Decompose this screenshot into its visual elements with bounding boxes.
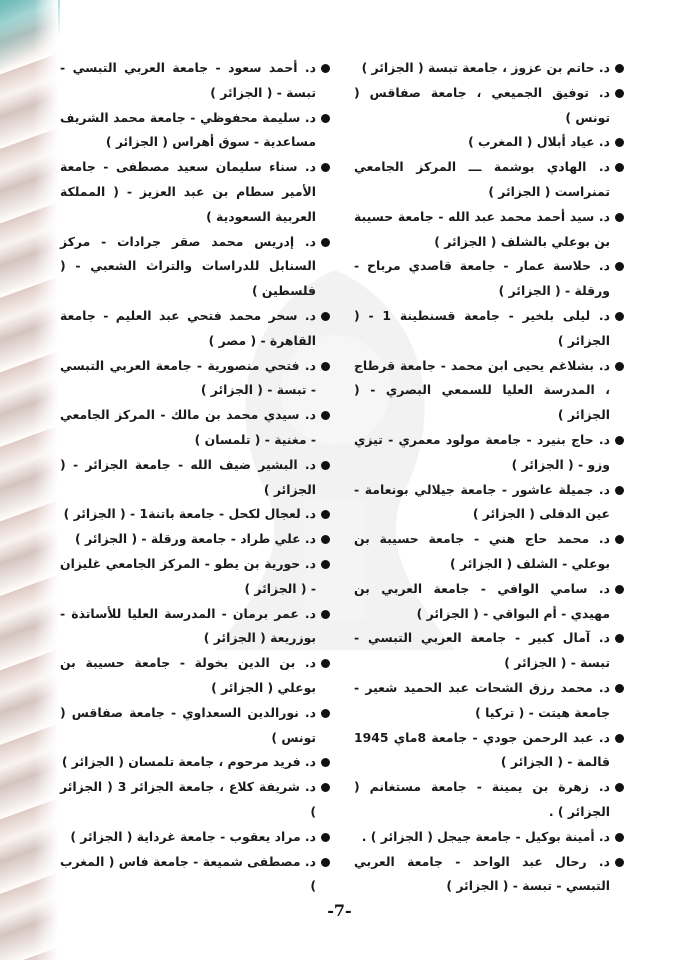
bullet-icon <box>321 783 330 792</box>
list-item <box>60 453 330 503</box>
list-item <box>354 825 624 850</box>
list-item <box>354 56 624 81</box>
entry-text: د. حورية بن يطو - المركز الجامعي غليزان - ( الجزائر ) <box>60 555 316 596</box>
list-item <box>60 106 330 156</box>
entry-text: د. فتحي منصورية - جامعة العربي التبسي - تبسة - ( الجزائر ) <box>60 357 316 398</box>
bullet-icon <box>615 163 624 172</box>
list-item <box>60 701 330 751</box>
list-item <box>60 850 330 900</box>
right-column <box>354 56 624 894</box>
list-item <box>354 304 624 354</box>
list-item <box>60 527 330 552</box>
entry-text: د. سليمة محفوظي - جامعة محمد الشريف مساعدية - سوق أهراس ( الجزائر ) <box>60 109 316 150</box>
entry-text: د. حلاسة عمار - جامعة قاصدي مرباح - ورقلة - ( الجزائر ) <box>354 258 610 299</box>
list-item <box>354 254 624 304</box>
bullet-icon <box>321 858 330 867</box>
bullet-icon <box>321 64 330 73</box>
bullet-icon <box>321 411 330 420</box>
list-item <box>354 676 624 726</box>
bullet-icon <box>615 858 624 867</box>
list-item <box>60 230 330 304</box>
list-item <box>354 205 624 255</box>
list-item <box>60 775 330 825</box>
bullet-icon <box>321 560 330 569</box>
bullet-icon <box>321 312 330 321</box>
bullet-icon <box>615 213 624 222</box>
bullet-icon <box>615 634 624 643</box>
list-item <box>60 155 330 229</box>
bullet-icon <box>615 833 624 842</box>
list-item <box>60 403 330 453</box>
bullet-icon <box>615 783 624 792</box>
bullet-icon <box>615 262 624 271</box>
left-column <box>60 56 330 894</box>
entry-text: د. علي طراد - جامعة ورقلة - ( الجزائر ) <box>75 531 316 547</box>
entry-text: د. إدريس محمد صقر جرادات - مركز السنابل للدراسات والتراث الشعبي - ( فلسطين ) <box>60 233 316 299</box>
contributors-list <box>60 56 624 894</box>
bullet-icon <box>321 833 330 842</box>
entry-text: د. سيد أحمد محمد عبد الله - جامعة حسيبة بن بوعلي بالشلف ( الجزائر ) <box>354 208 610 249</box>
entry-text: د. شريفة كلاع ، جامعة الجزائر 3 ( الجزائر ) <box>60 779 316 819</box>
bullet-icon <box>615 585 624 594</box>
entry-text: د. سيدي محمد بن مالك - المركز الجامعي - مغنية - ( تلمسان ) <box>60 407 316 447</box>
list-item <box>354 155 624 205</box>
entry-text: د. سامي الوافي - جامعة العربي بن مهيدي - أم البواقي - ( الجزائر ) <box>354 580 610 621</box>
entry-text: د. الهادي بوشمة ـــ المركز الجامعي تمنراست ( الجزائر ) <box>354 159 610 199</box>
entry-text: د. عمر برمان - المدرسة العليا للأساتذة - بوزريعة ( الجزائر ) <box>60 605 316 646</box>
list-item <box>354 81 624 131</box>
entry-text: د. حاج بنيرد - جامعة مولود معمري - تيزي وزو - ( الجزائر ) <box>354 431 610 472</box>
bullet-icon <box>321 758 330 767</box>
entry-text: د. محمد رزق الشحات عبد الحميد شعير - جامعة هيتت - ( تركيا ) <box>354 679 610 720</box>
list-item <box>354 726 624 776</box>
entry-text: د. توفيق الجميعي ، جامعة صفاقس ( تونس ) <box>354 84 610 125</box>
entry-text: د. لعجال لكحل - جامعة باتنة1 - ( الجزائر ) <box>63 506 316 522</box>
list-item <box>60 304 330 354</box>
list-item <box>60 651 330 701</box>
bullet-icon <box>615 436 624 445</box>
bullet-icon <box>615 486 624 495</box>
list-item <box>60 825 330 850</box>
bullet-icon <box>615 138 624 147</box>
list-item <box>354 527 624 577</box>
bullet-icon <box>321 362 330 371</box>
list-item <box>60 602 330 652</box>
entry-text: د. آمال كبير - جامعة العربي التبسي - تبسة - ( الجزائر ) <box>354 630 610 671</box>
page-number: -7- <box>327 901 352 920</box>
bullet-icon <box>321 535 330 544</box>
bullet-icon <box>615 64 624 73</box>
bullet-icon <box>615 684 624 693</box>
entry-text: د. ليلى بلخير - جامعة قسنطينة 1 - ( الجزائر ) <box>354 307 610 348</box>
entry-text: د. عياد أبلال ( المغرب ) <box>468 134 610 150</box>
list-item <box>60 750 330 775</box>
list-item <box>354 775 624 825</box>
entry-text: د. مراد يعقوب - جامعة غرداية ( الجزائر ) <box>70 828 316 844</box>
bullet-icon <box>615 312 624 321</box>
list-item <box>354 577 624 627</box>
list-item <box>60 502 330 527</box>
bullet-icon <box>321 461 330 470</box>
list-item <box>60 354 330 404</box>
list-item <box>354 130 624 155</box>
bullet-icon <box>615 535 624 544</box>
list-item <box>354 626 624 676</box>
bullet-icon <box>321 610 330 619</box>
entry-text: د. فريد مرحوم ، جامعة تلمسان ( الجزائر ) <box>61 754 316 770</box>
bullet-icon <box>615 89 624 98</box>
entry-text: د. بن الدين بخولة - جامعة حسيبة بن بوعلي ( الجزائر ) <box>60 655 316 695</box>
list-item <box>354 428 624 478</box>
decorative-page-edge <box>0 0 58 960</box>
bullet-icon <box>321 510 330 519</box>
entry-text: د. مصطفى شميعة - جامعة فاس ( المغرب ) <box>60 853 316 894</box>
bullet-icon <box>321 709 330 718</box>
list-item <box>354 850 624 900</box>
list-item <box>60 56 330 106</box>
entry-text: د. محمد حاج هني - جامعة حسيبة بن بوعلي - الشلف ( الجزائر ) <box>354 531 610 571</box>
bullet-icon <box>615 362 624 371</box>
list-item <box>354 354 624 428</box>
entry-text: د. سحر محمد فتحي عبد العليم - جامعة القاهرة - ( مصر ) <box>60 307 316 348</box>
entry-text: د. البشير ضيف الله - جامعة الجزائر - ( الجزائر ) <box>60 456 316 497</box>
entry-text: د. حاتم بن عزوز ، جامعة تبسة ( الجزائر ) <box>361 60 610 75</box>
entry-text: د. زهرة بن يمينة - جامعة مستغانم ( الجزائر ) . <box>354 779 610 819</box>
entry-text: د. سناء سليمان سعيد مصطفى - جامعة الأمير سطام بن عبد العزيز - ( المملكة العربية السعودية ) <box>60 159 316 224</box>
bullet-icon <box>321 238 330 247</box>
entry-text: د. أحمد سعود - جامعة العربي التبسي - تبسة - ( الجزائر ) <box>60 60 316 100</box>
entry-text: د. نورالدين السعداوي - جامعة صفاقس ( تونس ) <box>60 704 316 745</box>
entry-text: د. بشلاغم يحيى ابن محمد - جامعة قرطاج ، المدرسة العليا للسمعي البصري - ( الجزائر ) <box>354 357 610 423</box>
entry-text: د. أمينة بوكيل - جامعة جيجل ( الجزائر ) . <box>361 828 610 844</box>
entry-text: د. جميلة عاشور - جامعة جيلالي بونعامة - عين الدفلى ( الجزائر ) <box>354 481 610 522</box>
entry-text: د. عبد الرحمن جودي - جامعة 8ماي 1945 قالمة - ( الجزائر ) <box>354 729 610 770</box>
entry-text: د. رحال عبد الواحد - جامعة العربي التبسي - تبسة - ( الجزائر ) <box>354 853 610 894</box>
bullet-icon <box>321 659 330 668</box>
bullet-icon <box>321 114 330 123</box>
bullet-icon <box>321 163 330 172</box>
list-item <box>354 478 624 528</box>
bullet-icon <box>615 734 624 743</box>
list-item <box>60 552 330 602</box>
